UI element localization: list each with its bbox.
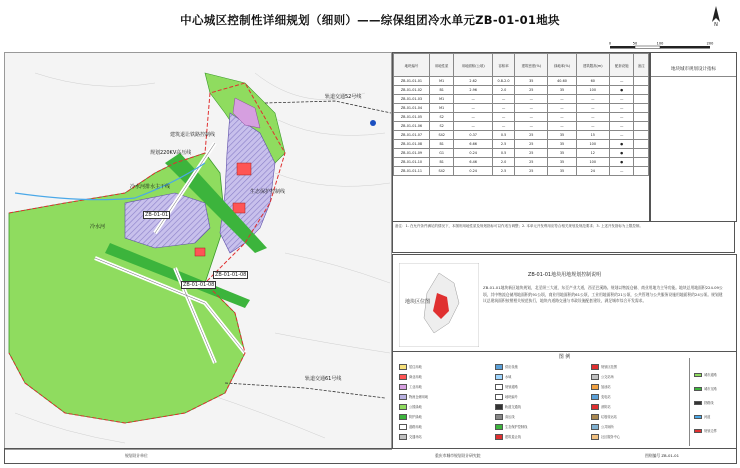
table-cell: 35 bbox=[548, 140, 576, 149]
table-cell: 35 bbox=[515, 77, 548, 86]
table-row bbox=[394, 167, 649, 176]
table-row bbox=[394, 104, 649, 113]
table-cell: — bbox=[609, 77, 634, 86]
legend-item-label: 消防站 bbox=[601, 405, 611, 409]
label-green-belt: 生态保护控制线 bbox=[250, 189, 286, 195]
page-title: 中心城区控制性详细规划（细则）——综保组团冷水单元ZB-01-01地块 bbox=[180, 13, 560, 27]
table-cell: ZB-01-01-09 bbox=[394, 149, 430, 158]
table-header-row bbox=[394, 54, 649, 77]
legend-swatch-icon bbox=[591, 384, 599, 390]
table-cell: ZB-01-01-11 bbox=[394, 167, 430, 176]
table-cell: — bbox=[515, 95, 548, 104]
table-cell: 35 bbox=[548, 167, 576, 176]
legend-item-label: 公交站场 bbox=[601, 375, 614, 379]
table-cell: — bbox=[609, 122, 634, 131]
table-cell: — bbox=[492, 95, 514, 104]
legend-line-item bbox=[694, 400, 714, 405]
legend-item bbox=[591, 434, 620, 440]
control-title: 地块城市规划设计指标 bbox=[651, 53, 736, 77]
th-facilities: 配套设施 bbox=[609, 54, 634, 77]
scale-label-50: 50 bbox=[632, 41, 638, 46]
legend-swatch-icon bbox=[399, 424, 407, 430]
scale-bar bbox=[606, 40, 726, 52]
table-cell bbox=[634, 140, 649, 149]
legend-item-label: 居住用地 bbox=[409, 365, 422, 369]
table-cell: ZB-01-01-04 bbox=[394, 104, 430, 113]
legend-swatch-icon bbox=[591, 394, 599, 400]
legend-line-label: 城市支路 bbox=[704, 387, 717, 391]
legend-swatch-icon bbox=[495, 434, 503, 440]
table-cell: 25 bbox=[515, 149, 548, 158]
table-cell bbox=[634, 158, 649, 167]
table-row bbox=[394, 113, 649, 122]
label-rail-hub: 建筑退让铁路控制线 bbox=[170, 132, 216, 138]
table-cell: 24 bbox=[576, 167, 609, 176]
legend-line-label: 城市道路 bbox=[704, 373, 717, 377]
commercial-block-3 bbox=[195, 248, 205, 256]
legend-item-label: 变电站 bbox=[601, 395, 611, 399]
legend-item bbox=[495, 384, 518, 390]
legend-swatch-icon bbox=[399, 384, 407, 390]
table-cell: S42 bbox=[429, 167, 454, 176]
legend-item-label: 物流仓储用地 bbox=[409, 395, 429, 399]
table-cell bbox=[634, 95, 649, 104]
legend-item bbox=[591, 364, 617, 370]
legend-item bbox=[399, 394, 428, 400]
label-river: 冷水河 bbox=[90, 224, 106, 230]
legend-item-label: 工业用地 bbox=[409, 385, 422, 389]
legend-line-item bbox=[694, 428, 717, 433]
scale-label-0: 0 bbox=[608, 41, 612, 46]
legend-item bbox=[399, 364, 422, 370]
table-cell bbox=[634, 77, 649, 86]
th-far: 容积率 bbox=[492, 54, 514, 77]
legend-swatch-icon bbox=[495, 414, 503, 420]
legend-swatch-icon bbox=[495, 424, 503, 430]
legend-swatch-icon bbox=[591, 424, 599, 430]
legend-item bbox=[495, 404, 521, 410]
legend-swatch-icon bbox=[495, 364, 503, 370]
th-green-rate: 绿地率(%) bbox=[548, 54, 576, 77]
table-cell: — bbox=[548, 122, 576, 131]
legend-item bbox=[591, 424, 614, 430]
legend-item-label: 地块编号 bbox=[505, 395, 518, 399]
legend-swatch-icon bbox=[495, 404, 503, 410]
footer-right: 图则编号 ZB-01-01 bbox=[645, 453, 680, 458]
legend-item-label: 生态保护控制线 bbox=[505, 425, 528, 429]
legend-item-label: 建筑退让线 bbox=[505, 435, 521, 439]
legend-item-label: 轨道交通线 bbox=[505, 405, 521, 409]
table-cell: 25 bbox=[515, 158, 548, 167]
th-land-use: 用地性质 bbox=[429, 54, 454, 77]
legend-line-label: 河道 bbox=[704, 415, 711, 419]
table-cell: — bbox=[609, 113, 634, 122]
table-cell: — bbox=[454, 113, 493, 122]
control-indicator-panel bbox=[650, 52, 737, 222]
legend-swatch-icon bbox=[591, 374, 599, 380]
label-rail52: 轨道交通52号线 bbox=[325, 94, 362, 100]
footer-mid: 重庆市城市规划设计研究院 bbox=[435, 453, 481, 458]
table-cell: 12 bbox=[576, 149, 609, 158]
commercial-block-1 bbox=[237, 163, 251, 175]
legend-swatch-icon bbox=[399, 434, 407, 440]
table-cell: 0.24 bbox=[454, 149, 493, 158]
legend-swatch-icon bbox=[495, 384, 503, 390]
legend-item bbox=[399, 434, 422, 440]
legend-swatch-icon bbox=[591, 364, 599, 370]
table-cell: 60 bbox=[576, 77, 609, 86]
table-cell bbox=[634, 131, 649, 140]
legend-swatch-icon bbox=[591, 404, 599, 410]
th-height: 建筑限高(m) bbox=[576, 54, 609, 77]
footer-bar bbox=[4, 448, 737, 464]
legend-swatch-icon bbox=[495, 374, 503, 380]
table-cell: 40-60 bbox=[548, 77, 576, 86]
table-cell: 25 bbox=[515, 86, 548, 95]
table-cell: ZB-01-01-06 bbox=[394, 122, 430, 131]
legend-item bbox=[495, 414, 515, 420]
table-row bbox=[394, 86, 649, 95]
table-cell bbox=[634, 167, 649, 176]
location-map bbox=[399, 263, 479, 347]
scale-label-200: 200 bbox=[706, 41, 714, 46]
table-cell: M1 bbox=[429, 77, 454, 86]
table-cell: S2 bbox=[429, 113, 454, 122]
legend-item bbox=[495, 434, 521, 440]
table-cell: — bbox=[609, 104, 634, 113]
table-cell: B1 bbox=[429, 140, 454, 149]
legend-swatch-icon bbox=[399, 364, 407, 370]
label-rail61: 轨道交通61号线 bbox=[305, 376, 342, 382]
table-cell: 6.46 bbox=[454, 158, 493, 167]
table-cell: 100 bbox=[576, 86, 609, 95]
table-cell: — bbox=[576, 104, 609, 113]
table-cell: ZB-01-01-05 bbox=[394, 113, 430, 122]
table-cell bbox=[634, 122, 649, 131]
table-cell bbox=[634, 86, 649, 95]
explanation-title: ZB-01-01地块用地规划控制说明 bbox=[527, 272, 602, 278]
table-cell: — bbox=[454, 95, 493, 104]
table-cell: 6.66 bbox=[454, 140, 493, 149]
legend-item-label: 供应设施 bbox=[505, 365, 518, 369]
legend-item-label: 公共厕所 bbox=[601, 425, 614, 429]
legend-item-label: 公园绿地 bbox=[409, 405, 422, 409]
table-cell: — bbox=[609, 131, 634, 140]
plot-label-2: ZB-01-01-08 bbox=[215, 272, 247, 278]
legend-swatch-icon bbox=[591, 434, 599, 440]
legend-right-column bbox=[689, 358, 735, 446]
table-cell: 35 bbox=[548, 149, 576, 158]
table-cell: — bbox=[515, 122, 548, 131]
table-cell: — bbox=[492, 104, 514, 113]
label-sewage: 冷水河排水主干线 bbox=[130, 184, 171, 190]
table-row bbox=[394, 95, 649, 104]
table-cell: — bbox=[454, 104, 493, 113]
table-row bbox=[394, 158, 649, 167]
table-cell: B1 bbox=[429, 158, 454, 167]
table-cell: — bbox=[515, 113, 548, 122]
legend-line-icon bbox=[694, 429, 702, 433]
legend-swatch-icon bbox=[399, 374, 407, 380]
north-arrow-icon bbox=[708, 6, 724, 26]
explanation-panel bbox=[392, 254, 737, 352]
table-cell: ZB-01-01-02 bbox=[394, 86, 430, 95]
table-cell: 100 bbox=[576, 140, 609, 149]
legend-swatch-icon bbox=[399, 394, 407, 400]
legend-line-item bbox=[694, 372, 717, 377]
table-cell bbox=[634, 104, 649, 113]
legend-panel bbox=[392, 351, 737, 449]
legend-item bbox=[399, 374, 422, 380]
legend-item-label: 规划道路 bbox=[505, 385, 518, 389]
legend-swatch-icon bbox=[399, 414, 407, 420]
plan-map[interactable] bbox=[4, 52, 392, 450]
legend-item bbox=[591, 374, 614, 380]
table-cell: 2.0 bbox=[492, 86, 514, 95]
table-cell: 35 bbox=[548, 158, 576, 167]
table-cell: ● bbox=[609, 158, 634, 167]
legend-item bbox=[495, 394, 518, 400]
legend-item-label: 交通场站 bbox=[409, 435, 422, 439]
legend-item-label: 高压线 bbox=[505, 415, 515, 419]
legend-item-label: 道路用地 bbox=[409, 425, 422, 429]
station-icon bbox=[370, 120, 376, 126]
table-cell: — bbox=[454, 122, 493, 131]
legend-line-item bbox=[694, 386, 717, 391]
legend-title: 图 例 bbox=[558, 354, 571, 360]
table-cell: 35 bbox=[548, 86, 576, 95]
legend-item bbox=[399, 404, 422, 410]
indicator-table bbox=[392, 52, 650, 222]
table-cell: S2 bbox=[429, 122, 454, 131]
table-cell: ZB-01-01-07 bbox=[394, 131, 430, 140]
commercial-block-2 bbox=[233, 203, 245, 213]
legend-line-icon bbox=[694, 415, 702, 419]
location-label: 地块区位图 bbox=[405, 299, 431, 305]
legend-item bbox=[591, 404, 611, 410]
legend-line-label: 规划边界 bbox=[704, 429, 717, 433]
table-cell: 35 bbox=[548, 131, 576, 140]
table-cell: 0.5 bbox=[492, 149, 514, 158]
legend-swatch-icon bbox=[591, 414, 599, 420]
label-kv-line: 规划220KV高压线 bbox=[150, 150, 192, 156]
table-row bbox=[394, 122, 649, 131]
table-cell bbox=[634, 149, 649, 158]
legend-item bbox=[495, 374, 511, 380]
table-cell: ZB-01-01-01 bbox=[394, 77, 430, 86]
legend-line-icon bbox=[694, 401, 702, 405]
legend-line-icon bbox=[694, 373, 702, 377]
th-area: 用地面积(公顷) bbox=[454, 54, 493, 77]
table-cell: 15 bbox=[576, 131, 609, 140]
table-cell: ZB-01-01-08 bbox=[394, 140, 430, 149]
table-cell: B1 bbox=[429, 86, 454, 95]
th-remarks: 备注 bbox=[634, 54, 649, 77]
table-cell: — bbox=[515, 104, 548, 113]
legend-item bbox=[591, 414, 617, 420]
scale-label-100: 100 bbox=[656, 41, 664, 46]
table-cell: 2.62 bbox=[454, 77, 493, 86]
table-cell: 0.24 bbox=[454, 167, 493, 176]
legend-item-label: 商业用地 bbox=[409, 375, 422, 379]
table-cell: 0.37 bbox=[454, 131, 493, 140]
table-cell: — bbox=[609, 167, 634, 176]
table-cell: S42 bbox=[429, 131, 454, 140]
table-cell: 100 bbox=[576, 158, 609, 167]
legend-item bbox=[591, 394, 611, 400]
notes-box: 备注：1. 在允许条件满足的情况下，本图则用地性质及规划指标可以作适当调整；2. 本单元开发利用应符合相关规划及规范要求；3. 上述开发指标为上限控制。 bbox=[392, 221, 735, 253]
legend-item-label: 防护绿地 bbox=[409, 415, 422, 419]
table-cell: — bbox=[576, 113, 609, 122]
plot-label-1: ZB-01-01 bbox=[145, 212, 169, 218]
table-cell: — bbox=[609, 95, 634, 104]
legend-item-label: 水域 bbox=[505, 375, 512, 379]
table-cell: — bbox=[492, 113, 514, 122]
legend-item-label: 社区服务中心 bbox=[601, 435, 621, 439]
table-cell bbox=[634, 113, 649, 122]
table-cell: M1 bbox=[429, 104, 454, 113]
table-row bbox=[394, 149, 649, 158]
legend-item bbox=[495, 364, 518, 370]
table-cell: 2.5 bbox=[492, 140, 514, 149]
th-density: 建筑密度(%) bbox=[515, 54, 548, 77]
table-row bbox=[394, 140, 649, 149]
table-cell: 25 bbox=[515, 167, 548, 176]
legend-item bbox=[591, 384, 611, 390]
table-cell: — bbox=[548, 113, 576, 122]
table-cell: — bbox=[548, 104, 576, 113]
table-cell: 0.5 bbox=[492, 131, 514, 140]
north-label: N bbox=[714, 22, 718, 26]
table-cell: ● bbox=[609, 140, 634, 149]
legend-line-item bbox=[694, 414, 710, 419]
legend-line-icon bbox=[694, 387, 702, 391]
table-cell: — bbox=[576, 122, 609, 131]
plot-label-3: ZB-01-01-08 bbox=[183, 282, 215, 288]
legend-line-label: 铁路线 bbox=[704, 401, 714, 405]
table-cell: ● bbox=[609, 86, 634, 95]
table-cell: ZB-01-01-03 bbox=[394, 95, 430, 104]
explanation-body: ZB-01-01地块新区地块规划，北至纵三大道，东至产业大道，西至巴溪路。规划以物流仓储、商业用地为主导功能。地块总用地面积224.09公顷，其中物流仓储用地面积约91公顷，商业用地面积约61公顷，工业用地面积约21公顷，公共管理与公共服务设施用地面积约24公顷。规划建议总建筑面积按照相关规范执行，地块内道路交通与市政设施配套建设，满足城市综合开发需求。 bbox=[483, 285, 723, 303]
table-cell: 25 bbox=[515, 140, 548, 149]
legend-swatch-icon bbox=[495, 394, 503, 400]
legend-item-label: 规划区范围 bbox=[601, 365, 617, 369]
legend-item-label: 加油站 bbox=[601, 385, 611, 389]
footer-left: 规划设计单位 bbox=[125, 453, 148, 458]
table-cell: — bbox=[492, 122, 514, 131]
legend-item bbox=[399, 424, 422, 430]
table-cell: ZB-01-01-10 bbox=[394, 158, 430, 167]
table-cell: 2.5 bbox=[492, 167, 514, 176]
logistics-zone-west bbox=[125, 193, 210, 248]
table-cell: 2.96 bbox=[454, 86, 493, 95]
legend-swatch-icon bbox=[399, 404, 407, 410]
table-row bbox=[394, 77, 649, 86]
table-cell: — bbox=[548, 95, 576, 104]
table-cell: 2.0 bbox=[492, 158, 514, 167]
table-cell: 0.8-2.0 bbox=[492, 77, 514, 86]
plan-map-drawing bbox=[5, 53, 391, 449]
legend-item bbox=[495, 424, 527, 430]
legend-item-label: 垃圾转运站 bbox=[601, 415, 617, 419]
table-cell: G1 bbox=[429, 149, 454, 158]
legend-item bbox=[399, 384, 422, 390]
table-cell: 25 bbox=[515, 131, 548, 140]
th-plot-id: 地块编号 bbox=[394, 54, 430, 77]
legend-item bbox=[399, 414, 422, 420]
table-cell: — bbox=[576, 95, 609, 104]
table-cell: M1 bbox=[429, 95, 454, 104]
table-cell: ● bbox=[609, 149, 634, 158]
table-row bbox=[394, 131, 649, 140]
